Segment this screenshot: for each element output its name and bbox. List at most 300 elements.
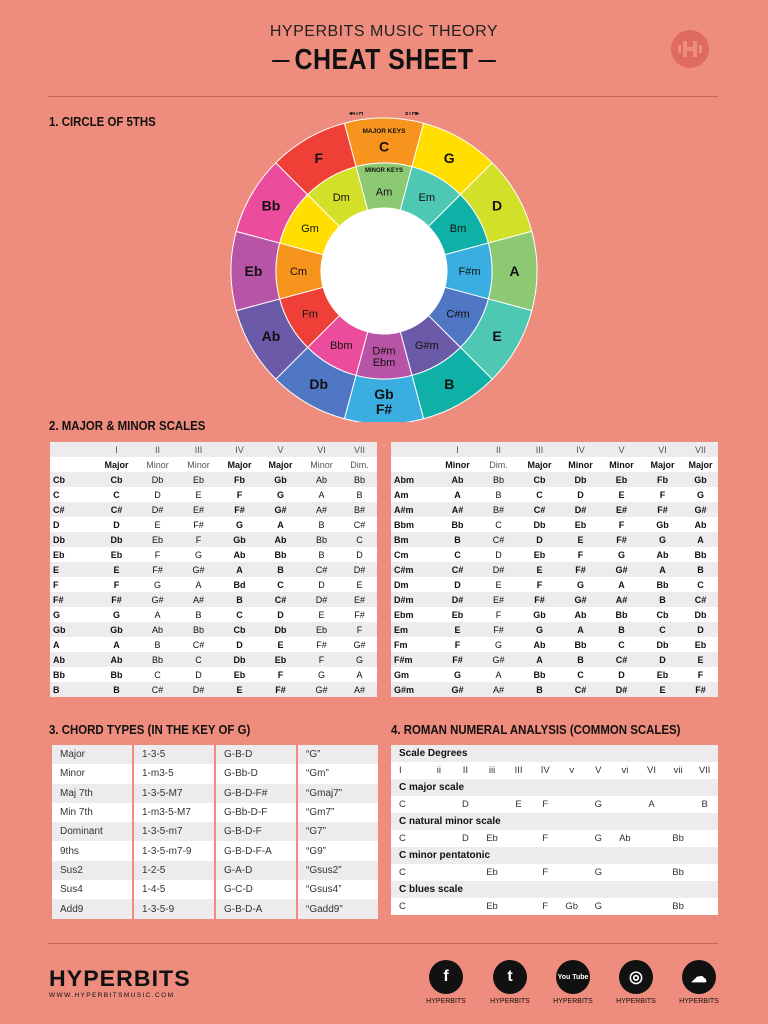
- scale-note: G#: [137, 592, 178, 607]
- chord-row: [52, 745, 378, 764]
- minor-key-label: G#m: [414, 339, 439, 352]
- scale-note: Bb: [519, 667, 560, 682]
- table-row: [391, 472, 718, 487]
- scale-note: F: [260, 667, 301, 682]
- scale-note: A#: [601, 592, 642, 607]
- divider-top: [48, 96, 718, 97]
- scale-note: Ab: [519, 637, 560, 652]
- scale-note: A#: [178, 592, 219, 607]
- degree-numeral: vi: [621, 765, 629, 776]
- column-header: Minor: [178, 457, 219, 472]
- scale-note: C: [219, 607, 260, 622]
- chord-formula: 1-3-5-m7: [134, 822, 214, 841]
- scale-note: F: [542, 799, 549, 810]
- scale-note: Bb: [260, 547, 301, 562]
- scale-note: Bb: [672, 867, 684, 878]
- scale-note: G: [601, 547, 642, 562]
- scale-note: Fb: [642, 472, 683, 487]
- major-key-label: Db: [309, 375, 329, 392]
- scale-note: G: [594, 867, 603, 878]
- row-key: F#m: [391, 652, 437, 667]
- scale-notes-row: [391, 898, 718, 915]
- row-key: C#: [50, 502, 96, 517]
- scale-note: Cb: [219, 622, 260, 637]
- column-header: IV: [219, 442, 260, 457]
- scale-note: F#: [260, 682, 301, 697]
- row-key: Fm: [391, 637, 437, 652]
- scale-note: F#: [478, 622, 519, 637]
- scale-note: A: [137, 607, 178, 622]
- scale-note: D#: [560, 502, 601, 517]
- scale-note: E: [683, 652, 718, 667]
- scale-note: F#: [342, 607, 377, 622]
- scale-note: B: [342, 487, 377, 502]
- scale-note: C#: [178, 637, 219, 652]
- scale-note: Gb: [565, 901, 579, 912]
- chord-formula: 1-2-5: [134, 861, 214, 880]
- row-key: F#: [50, 592, 96, 607]
- scale-note: Eb: [560, 517, 601, 532]
- chord-name: Minor: [52, 764, 132, 783]
- scale-note: F: [560, 547, 601, 562]
- scale-note: G: [642, 532, 683, 547]
- scale-note: F#: [137, 562, 178, 577]
- scale-note: Eb: [486, 901, 498, 912]
- row-key: Eb: [50, 547, 96, 562]
- numeral-row: [391, 442, 718, 457]
- chord-symbol: “Gadd9”: [298, 899, 378, 918]
- circle-of-fifths: [228, 112, 540, 422]
- major-key-label: A: [509, 262, 520, 279]
- chord-notes: G-B-D-F: [216, 822, 296, 841]
- column-header: III: [178, 442, 219, 457]
- degree-numeral: vii: [673, 765, 683, 776]
- scale-note: D: [683, 622, 718, 637]
- chord-formula: 1-3-5: [134, 745, 214, 764]
- scale-note: F: [137, 547, 178, 562]
- chord-symbol: “Gmaj7”: [298, 784, 378, 803]
- column-header: Major: [96, 457, 137, 472]
- chord-row: [52, 822, 378, 841]
- major-key-label: Ab: [261, 328, 281, 345]
- major-key-label: Eb: [244, 262, 263, 279]
- minor-key-label: Em: [418, 191, 435, 204]
- column-header: Major: [260, 457, 301, 472]
- scale-degrees-row: [391, 762, 718, 779]
- scale-note: C: [342, 532, 377, 547]
- scale-note: Gb: [642, 517, 683, 532]
- minor-key-label: Am: [375, 186, 393, 199]
- scale-note: G: [137, 577, 178, 592]
- scale-note: F#: [560, 562, 601, 577]
- scale-note: F: [683, 667, 718, 682]
- minor-key-label: Cm: [289, 265, 308, 278]
- circle-center: [321, 208, 447, 334]
- scale-note: G: [683, 487, 718, 502]
- scale-note: A#: [342, 682, 377, 697]
- page-title: [54, 44, 714, 77]
- scale-note: D: [462, 833, 469, 844]
- chord-name: Add9: [52, 899, 132, 918]
- soundcloud-icon[interactable]: ☁: [682, 960, 716, 994]
- footer-url[interactable]: WWW.HYPERBITSMUSIC.COM: [49, 992, 175, 999]
- fifth-arrow-label: 5TH▸: [404, 112, 420, 117]
- scale-note: Db: [260, 622, 301, 637]
- scale-note: D: [219, 637, 260, 652]
- scale-note: C: [683, 577, 718, 592]
- scale-note: F: [342, 622, 377, 637]
- youtube-icon[interactable]: You Tube: [556, 960, 590, 994]
- scale-name: C blues scale: [391, 881, 718, 898]
- row-key: Em: [391, 622, 437, 637]
- scale-note: C: [137, 667, 178, 682]
- minor-key-label: C#m: [446, 308, 470, 321]
- scale-note: Eb: [301, 622, 342, 637]
- quality-row: [391, 457, 718, 472]
- scale-note: D: [96, 517, 137, 532]
- chord-row: [52, 784, 378, 803]
- scale-note: E: [478, 577, 519, 592]
- scale-note: Db: [642, 637, 683, 652]
- scale-note: C#: [260, 592, 301, 607]
- title-dash-left: [272, 60, 289, 62]
- scale-note: C: [178, 652, 219, 667]
- scale-note: E#: [342, 592, 377, 607]
- table-row: [50, 487, 377, 502]
- table-row: [50, 637, 377, 652]
- degree-numeral: VII: [698, 765, 711, 776]
- table-row: [391, 592, 718, 607]
- column-header: II: [478, 442, 519, 457]
- row-key: Dm: [391, 577, 437, 592]
- scale-note: E: [260, 637, 301, 652]
- scale-note: Bb: [478, 472, 519, 487]
- scale-note: A: [601, 577, 642, 592]
- table-row: [50, 472, 377, 487]
- row-key: C: [50, 487, 96, 502]
- scale-note: C#: [301, 562, 342, 577]
- scale-note: G#: [301, 682, 342, 697]
- table-row: [391, 607, 718, 622]
- column-header: [391, 442, 437, 457]
- column-header: I: [437, 442, 478, 457]
- social-link[interactable]: [480, 960, 540, 1005]
- scale-note: G: [96, 607, 137, 622]
- scale-note: B: [683, 562, 718, 577]
- social-link[interactable]: [543, 960, 603, 1005]
- degree-numeral: iii: [488, 765, 496, 776]
- scale-note: Eb: [486, 867, 498, 878]
- scale-name: C minor pentatonic: [391, 847, 718, 864]
- row-key: Gm: [391, 667, 437, 682]
- social-link[interactable]: [669, 960, 729, 1005]
- scale-note: A: [178, 577, 219, 592]
- scale-note: C#: [137, 682, 178, 697]
- scale-note: A: [519, 652, 560, 667]
- table-row: [50, 667, 377, 682]
- table-row: [391, 517, 718, 532]
- column-header: V: [260, 442, 301, 457]
- scale-note: Bb: [137, 652, 178, 667]
- scale-note: B: [560, 652, 601, 667]
- scale-note: D: [437, 577, 478, 592]
- scale-note: Cb: [642, 607, 683, 622]
- major-key-label: B: [444, 375, 455, 392]
- social-link[interactable]: [416, 960, 476, 1005]
- row-key: E: [50, 562, 96, 577]
- scale-note: Bb: [642, 577, 683, 592]
- scale-note: C: [260, 577, 301, 592]
- chord-formula: 1-3-5-m7-9: [134, 841, 214, 860]
- chord-row: [52, 841, 378, 860]
- scale-notes-row: [391, 830, 718, 847]
- column-header: Minor: [601, 457, 642, 472]
- scale-note: G: [219, 517, 260, 532]
- scale-note: E: [178, 487, 219, 502]
- numeral-row: [50, 442, 377, 457]
- scale-note: C: [437, 547, 478, 562]
- scale-note: Eb: [219, 667, 260, 682]
- scale-note: C: [642, 622, 683, 637]
- scale-note: Ab: [642, 547, 683, 562]
- scale-note: E: [601, 487, 642, 502]
- scale-note: F: [219, 487, 260, 502]
- degree-numeral: II: [462, 765, 469, 776]
- instagram-icon[interactable]: ◎: [619, 960, 653, 994]
- chord-symbol: “G9”: [298, 841, 378, 860]
- scale-note: D: [178, 667, 219, 682]
- scale-note: C: [478, 517, 519, 532]
- row-key: Db: [50, 532, 96, 547]
- social-link[interactable]: [606, 960, 666, 1005]
- scale-note: D#: [437, 592, 478, 607]
- chord-name: Dominant: [52, 822, 132, 841]
- table-row: [50, 562, 377, 577]
- scale-note: B: [437, 532, 478, 547]
- degree-numeral: I: [399, 765, 402, 776]
- scale-note: B: [519, 682, 560, 697]
- chord-formula: 1-3-5-9: [134, 899, 214, 918]
- chord-name: Sus2: [52, 861, 132, 880]
- scale-note: F: [519, 577, 560, 592]
- scale-note: G: [178, 547, 219, 562]
- row-key: Ebm: [391, 607, 437, 622]
- chord-name: Major: [52, 745, 132, 764]
- scale-note: D: [560, 487, 601, 502]
- scale-note: C: [519, 487, 560, 502]
- scale-note: B: [601, 622, 642, 637]
- scale-note: G#: [342, 637, 377, 652]
- scale-note: D: [462, 799, 469, 810]
- scale-note: Gb: [519, 607, 560, 622]
- scale-note: Eb: [260, 652, 301, 667]
- facebook-icon[interactable]: f: [429, 960, 463, 994]
- scale-note: F: [178, 532, 219, 547]
- table-row: [50, 622, 377, 637]
- scale-note: G#: [178, 562, 219, 577]
- scale-note: F#: [519, 592, 560, 607]
- scale-note: Eb: [601, 472, 642, 487]
- scale-note: Eb: [642, 667, 683, 682]
- divider-bottom: [48, 943, 718, 944]
- row-key: Gb: [50, 622, 96, 637]
- row-key: Cm: [391, 547, 437, 562]
- row-key: Ab: [50, 652, 96, 667]
- column-header: [391, 457, 437, 472]
- social-label: HYPERBITS: [426, 998, 466, 1005]
- degree-numeral: V: [595, 765, 602, 776]
- degree-numeral: VI: [647, 765, 656, 776]
- scale-note: A: [642, 562, 683, 577]
- scale-note: Bb: [437, 517, 478, 532]
- row-key: Bm: [391, 532, 437, 547]
- scale-note: Gb: [219, 532, 260, 547]
- scale-note: E#: [601, 502, 642, 517]
- scale-note: F: [542, 833, 549, 844]
- column-header: Dim.: [342, 457, 377, 472]
- scale-note: G: [437, 667, 478, 682]
- scale-note: Db: [560, 472, 601, 487]
- column-header: [50, 442, 96, 457]
- scale-note: B#: [342, 502, 377, 517]
- scale-note: D: [519, 532, 560, 547]
- scale-note: C#: [560, 682, 601, 697]
- column-header: Minor: [301, 457, 342, 472]
- scale-note: G: [478, 637, 519, 652]
- section-circle-title: 1. CIRCLE OF 5THS: [49, 114, 156, 129]
- chord-symbol: “Gsus2”: [298, 861, 378, 880]
- scale-note: F#: [642, 502, 683, 517]
- scale-note: B: [301, 517, 342, 532]
- scale-note: Bb: [178, 622, 219, 637]
- scale-note: G#: [601, 562, 642, 577]
- scale-note: F#: [96, 592, 137, 607]
- section-roman-title: 4. ROMAN NUMERAL ANALYSIS (COMMON SCALES): [391, 722, 681, 737]
- scale-note: F: [542, 901, 549, 912]
- chord-name: Min 7th: [52, 803, 132, 822]
- scale-note: F#: [437, 652, 478, 667]
- scale-note: C: [399, 901, 406, 912]
- minor-key-label: F#m: [458, 265, 481, 278]
- roman-numeral-table: [391, 745, 718, 915]
- scale-note: Fb: [219, 472, 260, 487]
- scale-note: E#: [478, 592, 519, 607]
- scale-note: C#: [437, 562, 478, 577]
- scale-note: G: [594, 901, 603, 912]
- scale-note: D#: [178, 682, 219, 697]
- table-row: [50, 652, 377, 667]
- row-key: F: [50, 577, 96, 592]
- scale-note: B#: [478, 502, 519, 517]
- section-scales-title: 2. MAJOR & MINOR SCALES: [49, 418, 206, 433]
- table-row: [391, 637, 718, 652]
- scale-note: C: [399, 799, 406, 810]
- row-key: Cb: [50, 472, 96, 487]
- row-key: A: [50, 637, 96, 652]
- chord-symbol: “Gm7”: [298, 803, 378, 822]
- scale-note: D: [137, 487, 178, 502]
- row-key: G#m: [391, 682, 437, 697]
- scale-note: A: [648, 799, 655, 810]
- scale-note: Bb: [96, 667, 137, 682]
- row-key: A#m: [391, 502, 437, 517]
- scale-note: A: [260, 517, 301, 532]
- scale-note: Bb: [601, 607, 642, 622]
- scale-note: B: [478, 487, 519, 502]
- scale-note: G#: [560, 592, 601, 607]
- column-header: Major: [519, 457, 560, 472]
- major-key-label: D: [491, 197, 503, 214]
- row-key: D: [50, 517, 96, 532]
- scale-note: D#: [478, 562, 519, 577]
- scale-note: A: [342, 667, 377, 682]
- social-label: HYPERBITS: [553, 998, 593, 1005]
- title-dash-right: [479, 60, 496, 62]
- scale-note: Ab: [437, 472, 478, 487]
- scale-note: Cb: [519, 472, 560, 487]
- chord-symbol: “Gsus4”: [298, 880, 378, 899]
- minor-key-label: Fm: [302, 308, 318, 321]
- scale-note: D: [642, 652, 683, 667]
- scale-note: Bb: [672, 833, 684, 844]
- minor-key-label: Gm: [301, 223, 319, 236]
- table-row: [50, 502, 377, 517]
- scale-note: E: [342, 577, 377, 592]
- scale-note: E: [301, 607, 342, 622]
- scale-note: D: [260, 607, 301, 622]
- scale-note: D: [478, 547, 519, 562]
- major-key-label: F: [314, 149, 324, 166]
- twitter-icon[interactable]: t: [493, 960, 527, 994]
- header-subtitle: HYPERBITS MUSIC THEORY: [269, 23, 499, 40]
- minor-keys-label: MINOR KEYS: [364, 168, 404, 174]
- scale-note: E: [515, 799, 522, 810]
- scale-note: F#: [601, 532, 642, 547]
- fourth-arrow-label: ◂4TH: [348, 112, 364, 117]
- scale-note: Db: [96, 532, 137, 547]
- scale-note: C#: [519, 502, 560, 517]
- major-keys-label: MAJOR KEYS: [362, 128, 406, 135]
- column-header: [50, 457, 96, 472]
- table-row: [50, 517, 377, 532]
- hyperbits-logo-icon: [671, 30, 709, 68]
- chord-notes: G-C-D: [216, 880, 296, 899]
- chord-row: [52, 899, 378, 918]
- scale-note: Db: [683, 607, 718, 622]
- column-header: VI: [301, 442, 342, 457]
- column-header: VII: [342, 442, 377, 457]
- scale-note: Bb: [342, 472, 377, 487]
- chord-symbol: “G7”: [298, 822, 378, 841]
- scale-note: Bb: [683, 547, 718, 562]
- scale-note: Gb: [683, 472, 718, 487]
- column-header: III: [519, 442, 560, 457]
- chord-notes: G-Bb-D: [216, 764, 296, 783]
- table-row: [391, 532, 718, 547]
- scale-note: A#: [301, 502, 342, 517]
- scale-note: D#: [601, 682, 642, 697]
- column-header: Minor: [137, 457, 178, 472]
- chord-notes: G-Bb-D-F: [216, 803, 296, 822]
- scale-note: Cb: [96, 472, 137, 487]
- scale-note: E: [642, 682, 683, 697]
- table-row: [391, 622, 718, 637]
- chord-name: Sus4: [52, 880, 132, 899]
- scale-note: Gb: [96, 622, 137, 637]
- scale-note: F#: [683, 682, 718, 697]
- major-key-label: Gb F#: [374, 386, 394, 417]
- table-row: [391, 502, 718, 517]
